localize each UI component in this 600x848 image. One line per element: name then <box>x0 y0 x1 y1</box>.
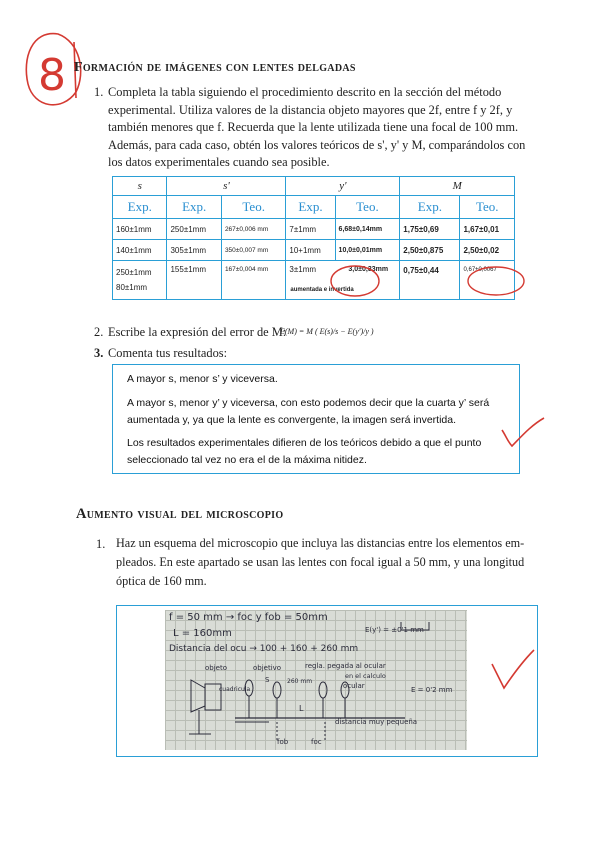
label-fob: fob <box>277 738 289 746</box>
cell: 1,75±0,69 <box>400 219 460 240</box>
label-objetivo: objetivo <box>253 664 282 672</box>
answer-3: Los resultados experimentales difieren de los teóricos debido a que el punto seleccionado tal vez no era el de la máxima nitidez. <box>127 437 482 466</box>
table-note: aumentada e invertida <box>290 287 354 293</box>
subheader: Exp. <box>400 196 460 219</box>
cell: 250±1mm <box>167 219 221 240</box>
checkmark-icon <box>488 646 538 694</box>
cell: 0,67±0,0067 <box>460 261 515 300</box>
label-s: S <box>265 676 270 684</box>
cell: 1,67±0,01 <box>460 219 515 240</box>
header-m: M <box>400 177 515 196</box>
subheader: Teo. <box>221 196 285 219</box>
item1-line: también menores que f. Recuerda que la lente utilizada tiene una focal de 100 mm. <box>108 120 519 134</box>
answer-box <box>112 364 520 474</box>
subheader: Exp. <box>286 196 335 219</box>
cell: 350±0,007 mm <box>221 240 285 261</box>
table-subheader-row <box>113 196 515 219</box>
header-y-prime: y' <box>286 177 400 196</box>
table-row <box>113 219 515 240</box>
label-260mm: 260 mm <box>287 678 313 685</box>
cell: 2,50±0,02 <box>460 240 515 261</box>
answer-2: A mayor s, menor y’ y viceversa, con esto podemos decir que la cuarta y’ será aumentada y, ya que la lente es convergente, la imagen será invertida. <box>127 397 490 426</box>
label-objeto: objeto <box>205 664 228 672</box>
subheader: Teo. <box>335 196 400 219</box>
item1-number: 1. <box>94 85 104 99</box>
cell: 267±0,006 mm <box>221 219 285 240</box>
cell: 167±0,004 mm <box>221 261 285 300</box>
header-s: s <box>113 177 167 196</box>
cell: 140±1mm <box>113 240 167 261</box>
item1-line: Completa la tabla siguiendo el procedimiento descrito en la sección del método <box>108 85 502 99</box>
cell: 155±1mm <box>167 261 221 300</box>
label-cuadricula: cuadricula <box>219 686 251 693</box>
cell: 3±1mm <box>289 265 317 274</box>
cell: 2,50±0,875 <box>400 240 460 261</box>
item1-line: Además, para cada caso, obtén los valores teóricos de s', y' y M, comparándolos con <box>108 137 526 152</box>
sec2-item1-text <box>116 534 556 591</box>
correction-circles <box>330 254 530 304</box>
answer-1: A mayor s, menor s’ y viceversa. <box>127 373 278 385</box>
item3-number: 3. <box>94 346 104 360</box>
sketch-line-2: L = 160mm <box>173 628 232 639</box>
subheader: Teo. <box>460 196 515 219</box>
cell: 10+1mm <box>286 240 335 261</box>
cell: 250±1mm 80±1mm <box>113 261 167 300</box>
error-formula: E(M) = M ( E(s)/s − E(y')/y ) <box>280 327 374 336</box>
label-ocular: ocular <box>343 682 365 690</box>
item1-line: experimental. Utiliza valores de la distancia objeto mayores que 2f, entre f y 2f, y <box>108 102 513 117</box>
label-regla: regla. pegada al ocular <box>305 662 386 670</box>
sketch-line-3: Distancia del ocu → 100 + 160 + 260 mm <box>169 644 359 654</box>
cell: 6,68±0,14mm <box>335 219 400 240</box>
cell: 305±1mm <box>167 240 221 261</box>
header-s-prime: s' <box>167 177 286 196</box>
sec2-item1-line: óptica de 160 mm. <box>116 574 207 588</box>
cell: 7±1mm <box>286 219 335 240</box>
sketch-photo <box>165 610 467 750</box>
sketch-e-value: E(y') = ±0'1 mm <box>365 626 424 634</box>
sketch-line-1: f = 50 mm → foc y fob = 50mm <box>169 612 328 623</box>
section2-title: Aumento visual del microscopio <box>76 506 284 522</box>
grade-number: 8 <box>38 50 66 101</box>
subheader: Exp. <box>167 196 221 219</box>
table-header-row <box>113 177 515 196</box>
microscope-drawing <box>165 610 467 750</box>
section1-title: Formación de imágenes con lentes delgadas <box>74 60 356 75</box>
checkmark-icon <box>498 414 548 454</box>
cell: 160±1mm <box>113 219 167 240</box>
label-calculo: en el calculo <box>345 672 386 680</box>
label-l: L <box>299 704 304 713</box>
subheader: Exp. <box>113 196 167 219</box>
cell: 0,75±0,44 <box>400 261 460 300</box>
sec2-item1-line: pleados. En este apartado se usan las lentes con focal igual a 50 mm, y una longitud <box>116 555 525 569</box>
item2-text: Escribe la expresión del error de M: <box>108 325 287 339</box>
item3-text: Comenta tus resultados: <box>108 346 228 360</box>
label-distancia: distancia muy pequeña <box>335 718 418 726</box>
cell: 10,0±0,01mm <box>335 240 400 261</box>
sec2-item1-line: Haz un esquema del microscopio que incluya las distancias entre los elementos em- <box>116 536 525 550</box>
item2-number: 2. <box>94 325 104 339</box>
label-foc: foc <box>311 738 322 746</box>
cell: 3,0±0,33mm <box>348 266 389 273</box>
item1-line: los datos experimentales cuando sea posible. <box>108 155 330 169</box>
sec2-item1-number: 1. <box>96 537 106 551</box>
item1-text <box>108 84 548 172</box>
label-e-02: E = 0'2 mm <box>411 686 453 694</box>
sketch-box <box>116 605 538 757</box>
